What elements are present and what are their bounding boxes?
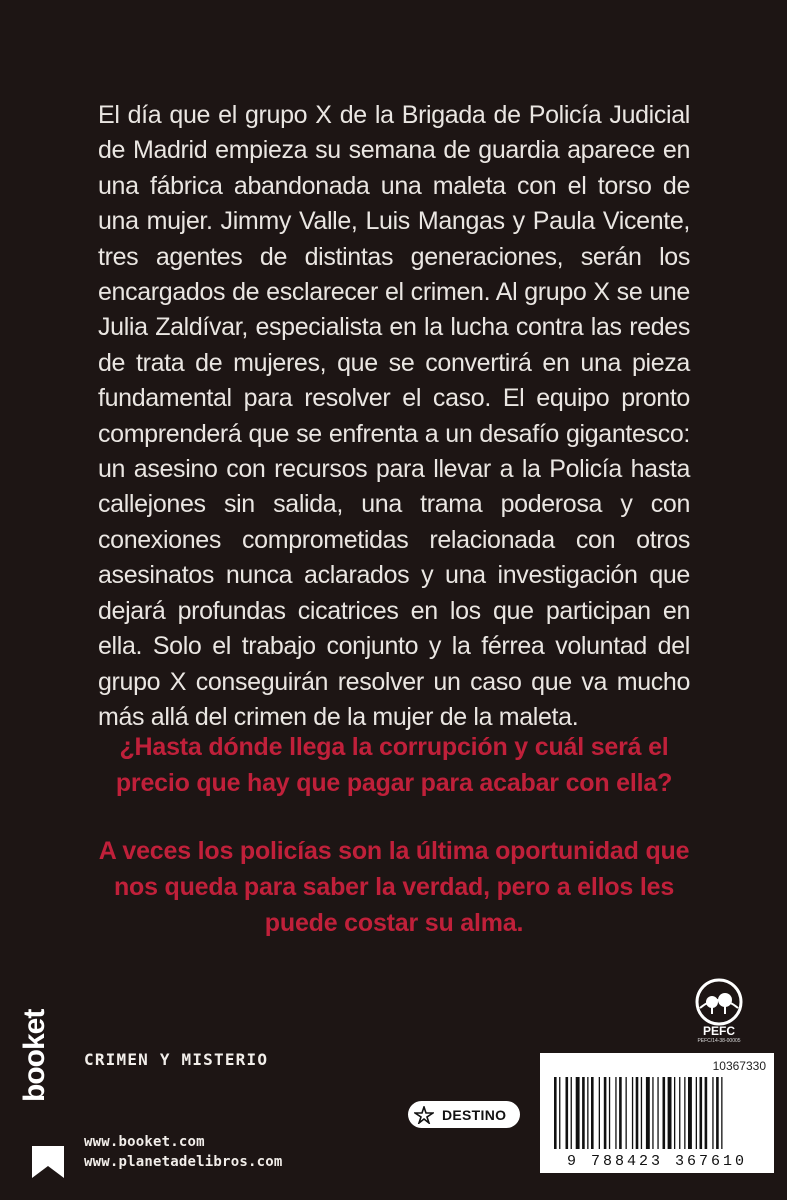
- synopsis-paragraph: El día que el grupo X de la Brigada de Policía Judicial de Madrid empieza su semana de guardia aparece en una fábrica abandonada una maleta con el torso de una mujer. Jimmy Valle, Luis Mangas y Paula Vicente, tres agentes de distintas generaciones, serán los encargados de esclarecer el crimen. Al grupo X se une Julia Zaldívar, especialista en la lucha contra las redes de trata de mujeres, que se convertirá en una pieza fundamental para resolver el caso. El equipo pronto comprenderá que se enfrenta a un desafío gigantesco: un asesino con recursos para llevar a la Policía hasta callejones sin salida, una trama poderosa y con conexiones comprometidas relacionada con otros asesinatos nunca aclarados y una investigación que dejará profundas cicatrices en los que participan en ella. Solo el trabajo conjunto y la férrea voluntad del grupo X conseguirán resolver un caso que va mucho más allá del crimen de la mujer de la maleta.: [98, 101, 690, 731]
- barcode-bar: [599, 1077, 600, 1149]
- barcode-bar: [571, 1077, 572, 1149]
- pefc-code: PEFC/14-38-00005: [697, 1038, 741, 1044]
- genre-label: CRIMEN Y MISTERIO: [84, 1050, 269, 1069]
- barcode-bar: [674, 1077, 675, 1149]
- barcode-bar: [705, 1077, 708, 1149]
- isbn-barcode: [540, 1053, 774, 1173]
- highlight-quote-2: A veces los policías son la última oportunidad que nos queda para saber la verdad, pero a ellos les puede costar su alma.: [98, 837, 690, 937]
- barcode-bar: [554, 1077, 557, 1149]
- barcode-bar: [679, 1077, 680, 1149]
- barcode-bar: [641, 1077, 642, 1149]
- barcode-bar: [626, 1077, 627, 1149]
- barcode-bar: [721, 1077, 722, 1149]
- url-planeta[interactable]: www.planetadelibros.com: [84, 1154, 283, 1170]
- destino-label: DESTINO: [442, 1106, 507, 1123]
- barcode-bar: [663, 1077, 666, 1149]
- barcode-bar: [559, 1077, 560, 1149]
- barcode-bar: [712, 1077, 713, 1149]
- barcode-bar: [591, 1077, 594, 1149]
- destino-star-icon: [414, 1106, 434, 1124]
- barcode-bar: [646, 1077, 650, 1149]
- url-booket[interactable]: www.booket.com: [84, 1134, 205, 1150]
- barcode-bar: [657, 1077, 658, 1149]
- barcode-bar: [582, 1077, 585, 1149]
- barcode-bar: [615, 1077, 616, 1149]
- barcode-bar: [652, 1077, 653, 1149]
- barcode-bar: [688, 1077, 692, 1149]
- barcode-bar: [716, 1077, 719, 1149]
- synopsis-text: [98, 98, 690, 735]
- barcode-bar: [668, 1077, 672, 1149]
- barcode-code-top: 10367330: [712, 1059, 766, 1073]
- publisher-urls: [84, 1132, 282, 1172]
- destino-logo: [408, 1101, 520, 1128]
- barcode-bar: [587, 1077, 588, 1149]
- barcode-digits: 9 788423 367610: [566, 1153, 748, 1170]
- barcode-bar: [619, 1077, 622, 1149]
- barcode-bar: [604, 1077, 607, 1149]
- barcode-bar: [636, 1077, 639, 1149]
- barcode-bar: [700, 1077, 703, 1149]
- pefc-label: PEFC: [702, 1024, 735, 1038]
- barcode-bar: [684, 1077, 685, 1149]
- barcode-bars-icon: [550, 1077, 764, 1153]
- barcode-bar: [696, 1077, 697, 1149]
- booket-wordmark: booket: [18, 1009, 51, 1102]
- barcode-bar: [609, 1077, 610, 1149]
- barcode-bar: [566, 1077, 569, 1149]
- barcode-bar: [632, 1077, 633, 1149]
- barcode-bar: [576, 1077, 580, 1149]
- highlight-quote-1: ¿Hasta dónde llega la corrupción y cuál será el precio que hay que pagar para acabar con ella?: [115, 733, 673, 797]
